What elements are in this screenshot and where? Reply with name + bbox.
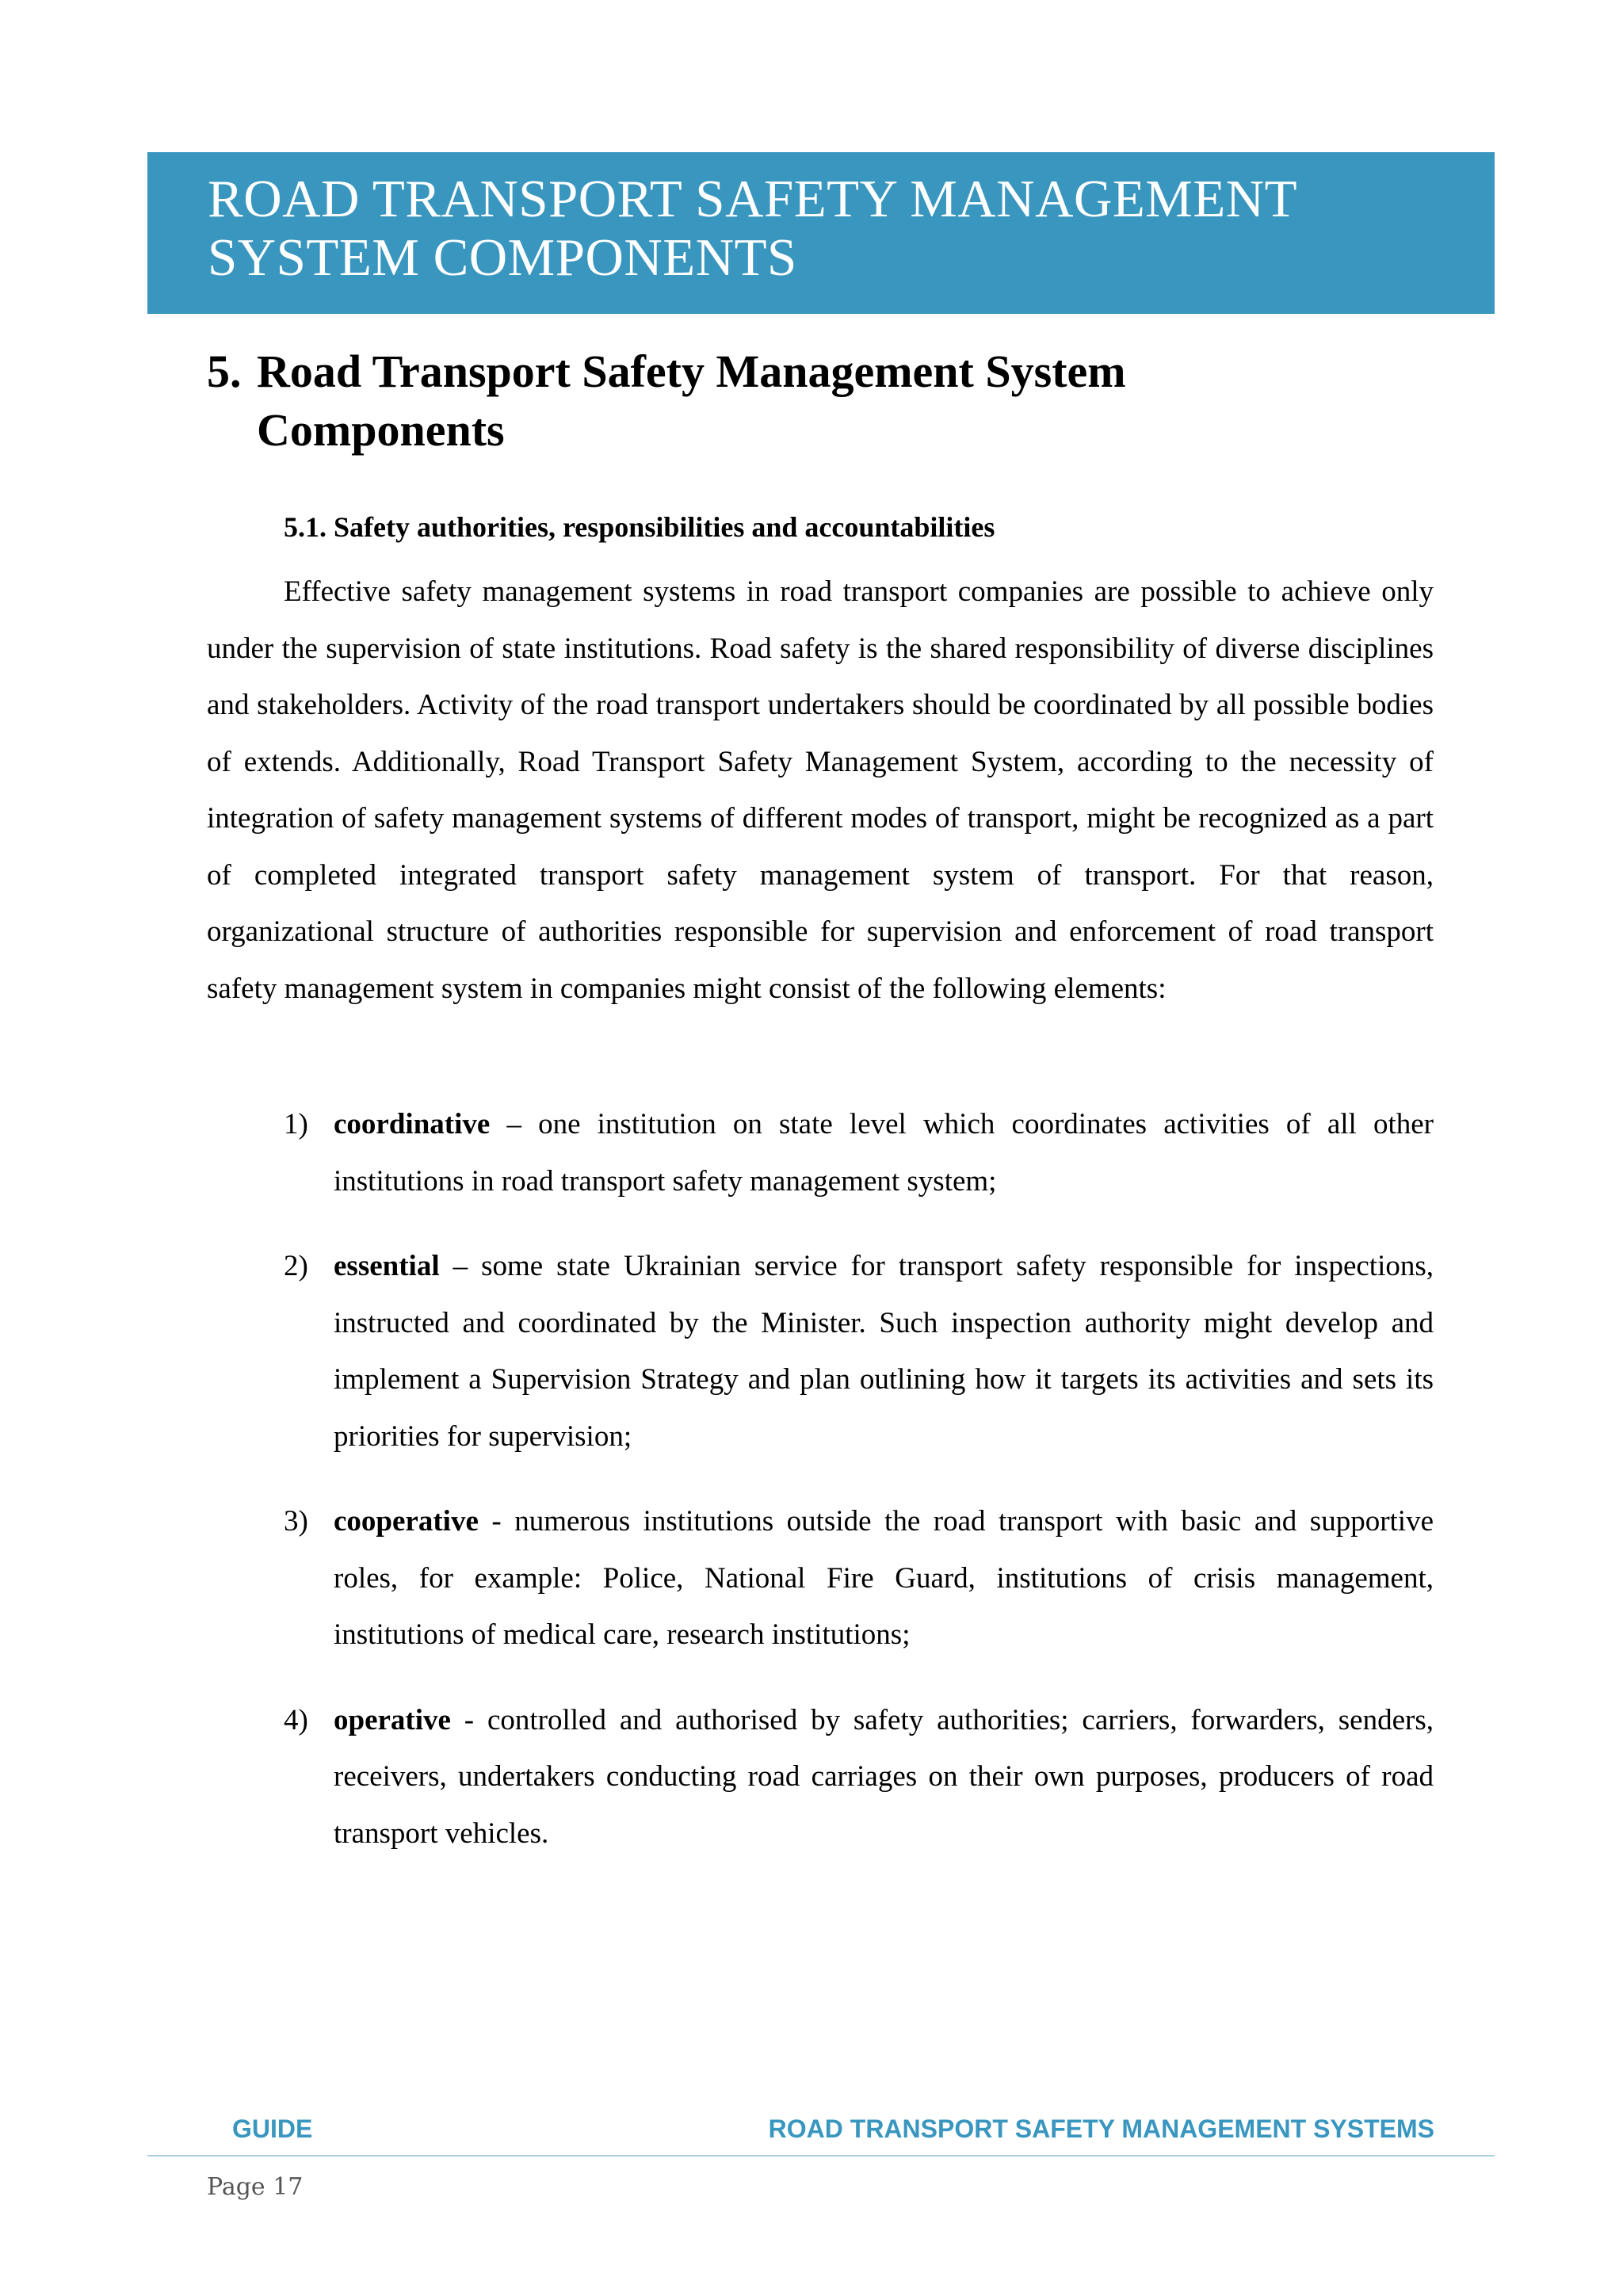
authority-elements-list (284, 1096, 1434, 1890)
chapter-title: Road Transport Safety Management System Components (257, 346, 1126, 456)
chapter-number: 5. (207, 346, 242, 397)
list-item (284, 1692, 1434, 1862)
page-number: Page 17 (207, 2173, 304, 2201)
list-item-term: operative (334, 1703, 451, 1736)
list-item (284, 1493, 1434, 1664)
list-item-marker: 2) (284, 1250, 308, 1282)
footer-guide-label: GUIDE (232, 2115, 313, 2143)
footer-divider (147, 2155, 1495, 2157)
chapter-heading (207, 342, 1316, 460)
list-item-marker: 1) (284, 1108, 308, 1140)
footer-document-title: ROAD TRANSPORT SAFETY MANAGEMENT SYSTEMS (768, 2115, 1434, 2143)
section-heading: 5.1. Safety authorities, responsibilities and accountabilities (284, 511, 995, 543)
banner-title-line-1: ROAD TRANSPORT SAFETY MANAGEMENT (208, 170, 1298, 228)
list-item-marker: 3) (284, 1505, 308, 1538)
list-item-text: - controlled and authorised by safety authorities; carriers, forwarders, senders, receivers, undertakers conducting road carriages on their own purposes, producers of road transport vehicles. (334, 1703, 1434, 1850)
banner-title-line-2: SYSTEM COMPONENTS (208, 228, 797, 287)
list-item-text: - numerous institutions outside the road transport with basic and supportive roles, for example: Police, National Fire Guard, institutions of crisis management, institutions of medical care, research institutions; (334, 1505, 1434, 1651)
list-item-marker: 4) (284, 1703, 308, 1736)
banner-title (208, 170, 1495, 287)
list-item-term: coordinative (334, 1108, 491, 1140)
list-item (284, 1096, 1434, 1209)
intro-paragraph: Effective safety management systems in road transport companies are possible to achieve only under the supervision of state institutions. Road safety is the shared responsibility of diverse disciplines and stakeholders. Activity of the road transport undertakers should be coordinated by all possible bodies of extends. Additionally, Road Transport Safety Management System, according to the necessity of integration of safety management systems of different modes of transport, might be recognized as a part of completed integrated transport safety management system of transport. For that reason, organizational structure of authorities responsible for supervision and enforcement of road transport safety management system in companies might consist of the following elements: (207, 575, 1434, 1005)
list-item-term: cooperative (334, 1505, 479, 1538)
list-item-text: – some state Ukrainian service for transport safety responsible for inspections, instructed and coordinated by the Minister. Such inspection authority might develop and implement a Supervision Strategy and plan outlining how it targets its activities and sets its priorities for supervision; (334, 1250, 1434, 1453)
list-item (284, 1238, 1434, 1465)
list-item-text: – one institution on state level which coordinates activities of all other institutions in road transport safety management system; (334, 1108, 1434, 1198)
list-item-term: essential (334, 1250, 440, 1282)
chapter-banner (147, 152, 1495, 314)
